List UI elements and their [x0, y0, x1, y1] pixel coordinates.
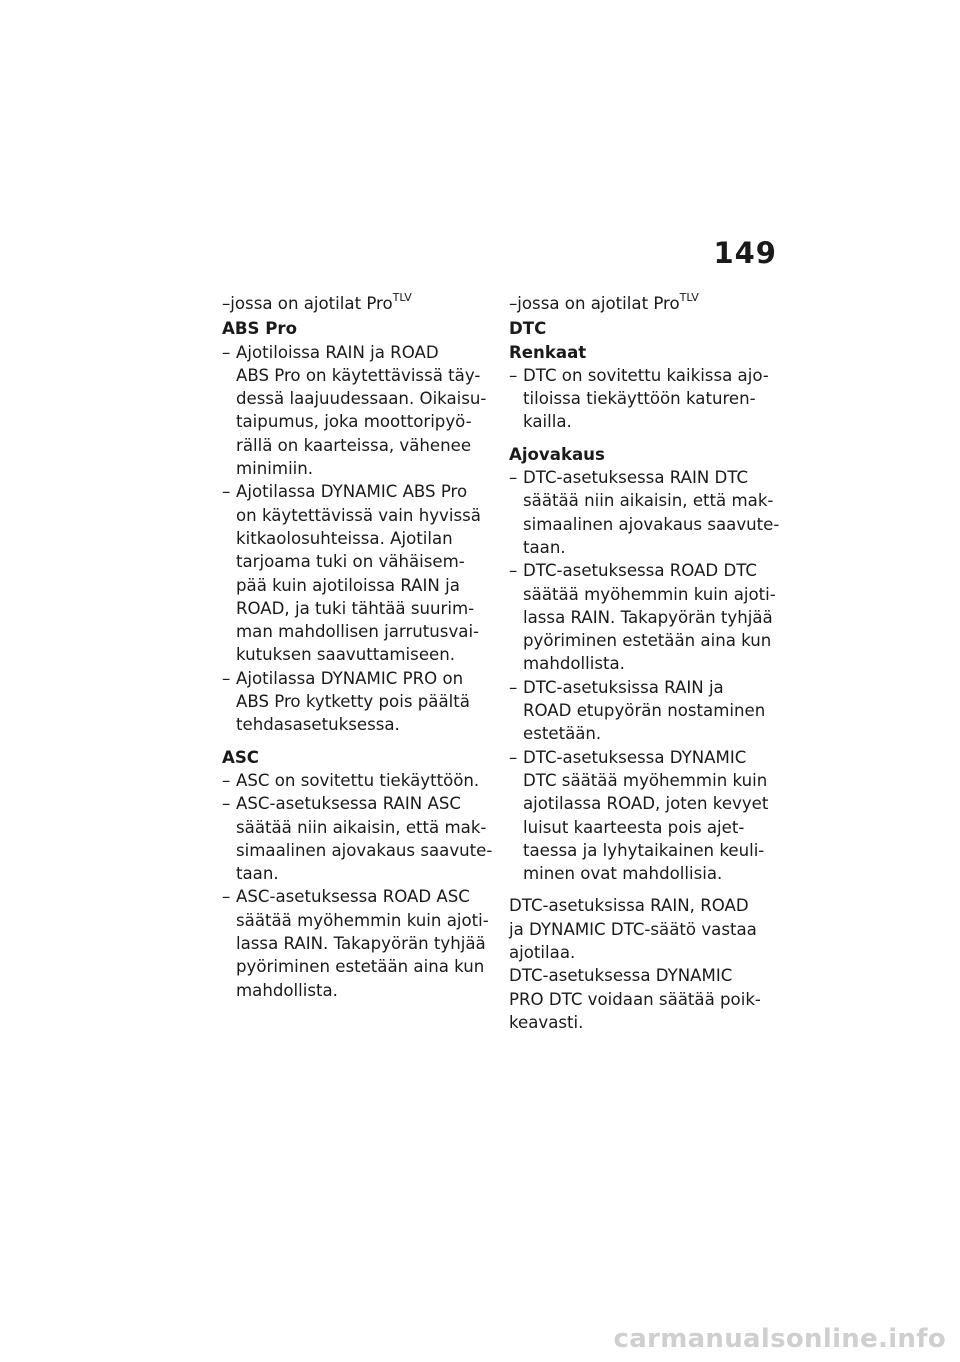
dash-bullet: –	[222, 482, 231, 502]
dash-bullet: –	[509, 468, 518, 488]
dash-bullet: –	[222, 668, 231, 688]
list-item-line: ROAD etupyörän nostaminen	[523, 701, 766, 721]
list-item-line: estetään.	[523, 724, 602, 744]
list-item-line: minimiin.	[236, 459, 314, 479]
list-item	[222, 769, 492, 792]
list-item-line: DTC-asetuksissa RAIN ja	[523, 677, 724, 697]
paragraph-line: ajotilaa.	[509, 943, 576, 963]
list-item-line: ajotilassa ROAD, joten kevyet	[523, 794, 769, 814]
list-item-line: tehdasasetuksessa.	[236, 715, 400, 735]
list-item	[222, 480, 492, 666]
list-item-line: Ajotilassa DYNAMIC PRO on	[236, 668, 464, 688]
list-item-line: mahdollista.	[236, 980, 338, 1000]
list-item-line: DTC on sovitettu kaikissa ajo-	[523, 365, 769, 385]
list-item-line: ABS Pro kytketty pois päältä	[236, 692, 470, 712]
list-item-line: taan.	[236, 864, 279, 884]
list-item-line: Ajotilassa DYNAMIC ABS Pro	[236, 482, 468, 502]
list-item-line: taipumus, joka moottoripyö-	[236, 412, 472, 432]
abs-pro-heading: ABS Pro	[222, 319, 297, 339]
list-item	[222, 341, 492, 481]
list-item-line: DTC säätää myöhemmin kuin	[523, 770, 768, 790]
list-item-line: tiloissa tiekäyttöön katuren-	[523, 389, 756, 409]
left-column	[222, 292, 492, 1002]
list-item-line: kailla.	[523, 412, 572, 432]
dash-bullet: –	[509, 365, 518, 385]
list-item	[509, 364, 779, 434]
paragraph-dtc-dynamic-pro	[509, 964, 779, 1034]
list-item-line: ABS Pro on käytettävissä täy-	[236, 365, 481, 385]
list-item-line: lassa RAIN. Takapyörän tyhjää	[236, 934, 486, 954]
tires-list	[509, 364, 779, 434]
paragraph-line: keavasti.	[509, 1012, 584, 1032]
intro-line-right: –jossa on ajotilat Pro$^{TLV}$	[509, 291, 699, 313]
dash-bullet: –	[509, 677, 518, 697]
asc-list	[222, 769, 492, 1002]
watermark: carmanualsonline.info	[613, 1324, 946, 1354]
list-item-line: simaalinen ajovakaus saavute-	[236, 840, 493, 860]
list-item-line: säätää niin aikaisin, että mak-	[523, 491, 774, 511]
list-item-line: pää kuin ajotiloissa RAIN ja	[236, 575, 460, 595]
list-item-line: ASC-asetuksessa ROAD ASC	[236, 887, 470, 907]
list-item-line: kitkaolosuhteissa. Ajotilan	[236, 528, 453, 548]
paragraph-line: DTC-asetuksessa DYNAMIC	[509, 966, 733, 986]
tires-heading: Renkaat	[509, 342, 587, 362]
page-number: 149	[713, 236, 777, 270]
list-item	[509, 746, 779, 886]
list-item-line: DTC-asetuksessa DYNAMIC	[523, 747, 747, 767]
list-item	[222, 667, 492, 737]
dash-bullet: –	[222, 770, 231, 790]
list-item-line: DTC-asetuksessa RAIN DTC	[523, 468, 749, 488]
list-item-line: ROAD, ja tuki tähtää suurim-	[236, 598, 475, 618]
paragraph-dtc-modes	[509, 894, 779, 964]
list-item-line: dessä laajuudessaan. Oikaisu-	[236, 389, 487, 409]
list-item-line: lassa RAIN. Takapyörän tyhjää	[523, 607, 773, 627]
list-item-line: taessa ja lyhytaikainen keuli-	[523, 840, 765, 860]
list-item-line: pyöriminen estetään aina kun	[236, 957, 485, 977]
paragraph-line: ja DYNAMIC DTC-säätö vastaa	[509, 919, 757, 939]
list-item-line: tarjoama tuki on vähäisem-	[236, 552, 465, 572]
list-item	[222, 792, 492, 885]
stability-list	[509, 466, 779, 885]
list-item-line: rällä on kaarteissa, vähenee	[236, 435, 472, 455]
list-item-line: DTC-asetuksessa ROAD DTC	[523, 561, 757, 581]
dash-bullet: –	[509, 747, 518, 767]
dash-bullet: –	[509, 561, 518, 581]
stability-heading: Ajovakaus	[509, 444, 605, 464]
list-item-line: säätää myöhemmin kuin ajoti-	[236, 910, 489, 930]
paragraph-line: PRO DTC voidaan säätää poik-	[509, 989, 761, 1009]
list-item-line: minen ovat mahdollisia.	[523, 864, 723, 884]
list-item-line: säätää myöhemmin kuin ajoti-	[523, 584, 776, 604]
asc-heading: ASC	[222, 747, 259, 767]
right-column	[509, 292, 779, 1034]
list-item-line: ASC on sovitettu tiekäyttöön.	[236, 770, 480, 790]
intro-line-left: –jossa on ajotilat Pro$^{TLV}$	[222, 291, 412, 313]
dash-bullet: –	[222, 887, 231, 907]
paragraph-line: DTC-asetuksissa RAIN, ROAD	[509, 896, 749, 916]
dtc-heading: DTC	[509, 319, 547, 339]
dash-bullet: –	[222, 342, 231, 362]
list-item-line: luisut kaarteesta pois ajet-	[523, 817, 745, 837]
list-item	[509, 466, 779, 559]
list-item-line: ASC-asetuksessa RAIN ASC	[236, 794, 461, 814]
list-item	[509, 676, 779, 746]
list-item-line: taan.	[523, 537, 566, 557]
list-item-line: man mahdollisen jarrutusvai-	[236, 622, 480, 642]
list-item-line: säätää niin aikaisin, että mak-	[236, 817, 487, 837]
list-item-line: on käytettävissä vain hyvissä	[236, 505, 481, 525]
list-item-line: Ajotiloissa RAIN ja ROAD	[236, 342, 439, 362]
list-item-line: mahdollista.	[523, 654, 625, 674]
dash-bullet: –	[222, 794, 231, 814]
list-item	[222, 885, 492, 1001]
list-item-line: kutuksen saavuttamiseen.	[236, 645, 456, 665]
abs-pro-list	[222, 341, 492, 737]
list-item-line: simaalinen ajovakaus saavute-	[523, 514, 780, 534]
list-item-line: pyöriminen estetään aina kun	[523, 631, 772, 651]
list-item	[509, 559, 779, 675]
